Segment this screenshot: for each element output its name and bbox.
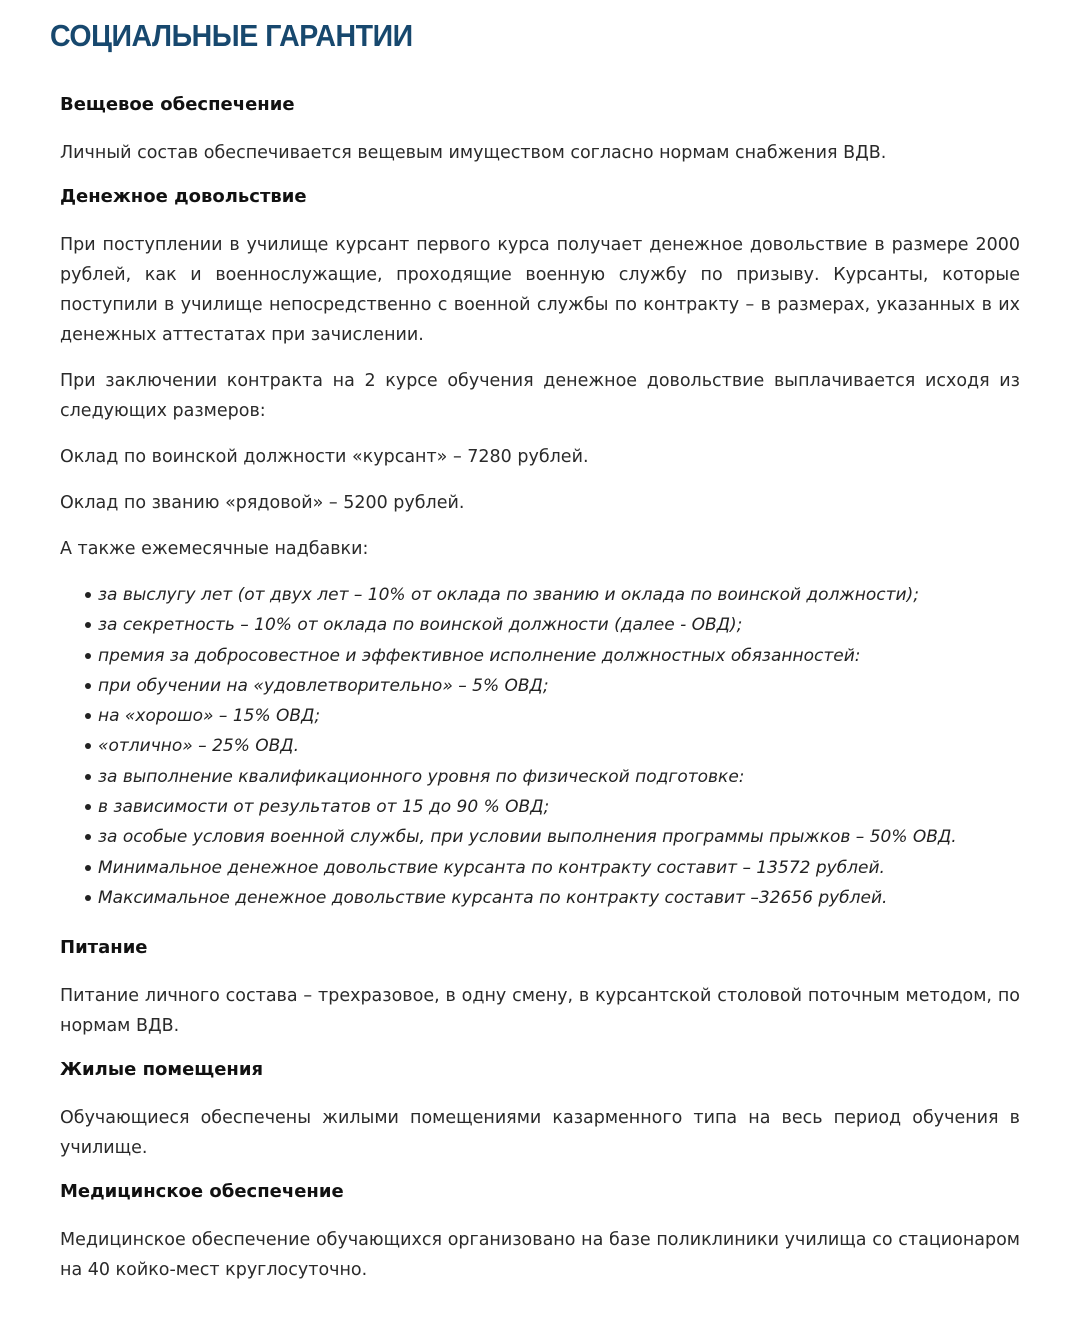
list-item <box>98 853 1020 883</box>
section-text-medical: Медицинское обеспечение обучающихся организовано на базе поликлиники училища со стационаром на 40 койко-мест круглосуточно. <box>60 1230 1020 1281</box>
section-text-housing: Обучающиеся обеспечены жилыми помещениями казарменного типа на весь период обучения в училище. <box>60 1108 1020 1159</box>
section-heading-food: Питание <box>60 937 148 959</box>
list-item <box>98 762 1020 792</box>
section-heading-housing: Жилые помещения <box>60 1059 264 1081</box>
pay-paragraph-1: При поступлении в училище курсант первого курса получает денежное довольствие в размере 2000 рублей, как и военнослужащие, проходящие военную службу по призыву. Курсанты, которые поступили в училище непосредственно с военной службы по контракту – в размерах, указанных в их денежных аттестатах при зачислении. <box>60 235 1020 345</box>
bullet-icon <box>85 774 91 780</box>
list-item <box>98 883 1020 913</box>
list-item-text: за секретность – 10% от оклада по воинской должности (далее - ОВД); <box>98 615 743 636</box>
list-item <box>98 701 1020 731</box>
section-text-food: Питание личного состава – трехразовое, в одну смену, в курсантской столовой поточным методом, по нормам ВДВ. <box>60 986 1020 1037</box>
pay-paragraph-5: А также ежемесячные надбавки: <box>60 539 369 559</box>
bullet-icon <box>85 683 91 689</box>
list-item <box>98 671 1020 701</box>
bullet-icon <box>85 865 91 871</box>
section-heading-medical: Медицинское обеспечение <box>60 1181 344 1203</box>
bullet-icon <box>85 834 91 840</box>
list-item-text: премия за добросовестное и эффективное исполнение должностных обязанностей: <box>98 645 861 666</box>
list-item-text: за выслугу лет (от двух лет – 10% от оклада по званию и оклада по воинской должности); <box>98 585 919 605</box>
section-text-clothing: Личный состав обеспечивается вещевым имуществом согласно нормам снабжения ВДВ. <box>60 143 887 163</box>
pay-paragraph-3: Оклад по воинской должности «курсант» – 7280 рублей. <box>60 447 589 467</box>
section-medical <box>60 1179 1020 1285</box>
bullet-icon <box>85 743 91 749</box>
section-heading-clothing: Вещевое обеспечение <box>60 94 295 115</box>
list-item-text: Минимальное денежное довольствие курсанта по контракту составит – 13572 рублей. <box>98 857 885 878</box>
list-item <box>98 792 1020 822</box>
list-item-text: на «хорошо» – 15% ОВД; <box>98 706 321 727</box>
section-housing <box>60 1057 1020 1163</box>
list-item <box>98 641 1020 671</box>
list-item-text: в зависимости от результатов от 15 до 90 % ОВД; <box>98 797 550 818</box>
bullet-icon <box>85 895 91 901</box>
section-heading-pay: Денежное довольствие <box>60 186 307 207</box>
list-item <box>98 731 1020 761</box>
list-item <box>98 822 1020 852</box>
list-item <box>98 610 1020 640</box>
bullet-icon <box>85 622 91 628</box>
list-item-text: при обучении на «удовлетворительно» – 5% ОВД; <box>98 675 549 696</box>
list-item-text: Максимальное денежное довольствие курсанта по контракту составит –32656 рублей. <box>98 887 888 908</box>
list-item-text: за выполнение квалификационного уровня по физической подготовке: <box>98 766 745 787</box>
bullet-icon <box>85 592 91 598</box>
page-title: СОЦИАЛЬНЫЕ ГАРАНТИИ <box>50 18 413 53</box>
pay-paragraph-2: При заключении контракта на 2 курсе обучения денежное довольствие выплачивается исходя из следующих размеров: <box>60 371 1020 421</box>
section-clothing <box>60 92 1020 168</box>
pay-paragraph-4: Оклад по званию «рядовой» – 5200 рублей. <box>60 493 465 513</box>
list-item-text: за особые условия военной службы, при условии выполнения программы прыжков – 50% ОВД. <box>98 827 957 848</box>
bullet-icon <box>85 804 91 810</box>
bullet-icon <box>85 653 91 659</box>
list-item <box>98 580 1020 610</box>
bonus-list <box>60 580 1020 913</box>
article-content <box>60 92 1020 1285</box>
section-food <box>60 935 1020 1041</box>
section-pay <box>60 184 1020 913</box>
list-item-text: «отлично» – 25% ОВД. <box>98 736 299 757</box>
bullet-icon <box>85 713 91 719</box>
